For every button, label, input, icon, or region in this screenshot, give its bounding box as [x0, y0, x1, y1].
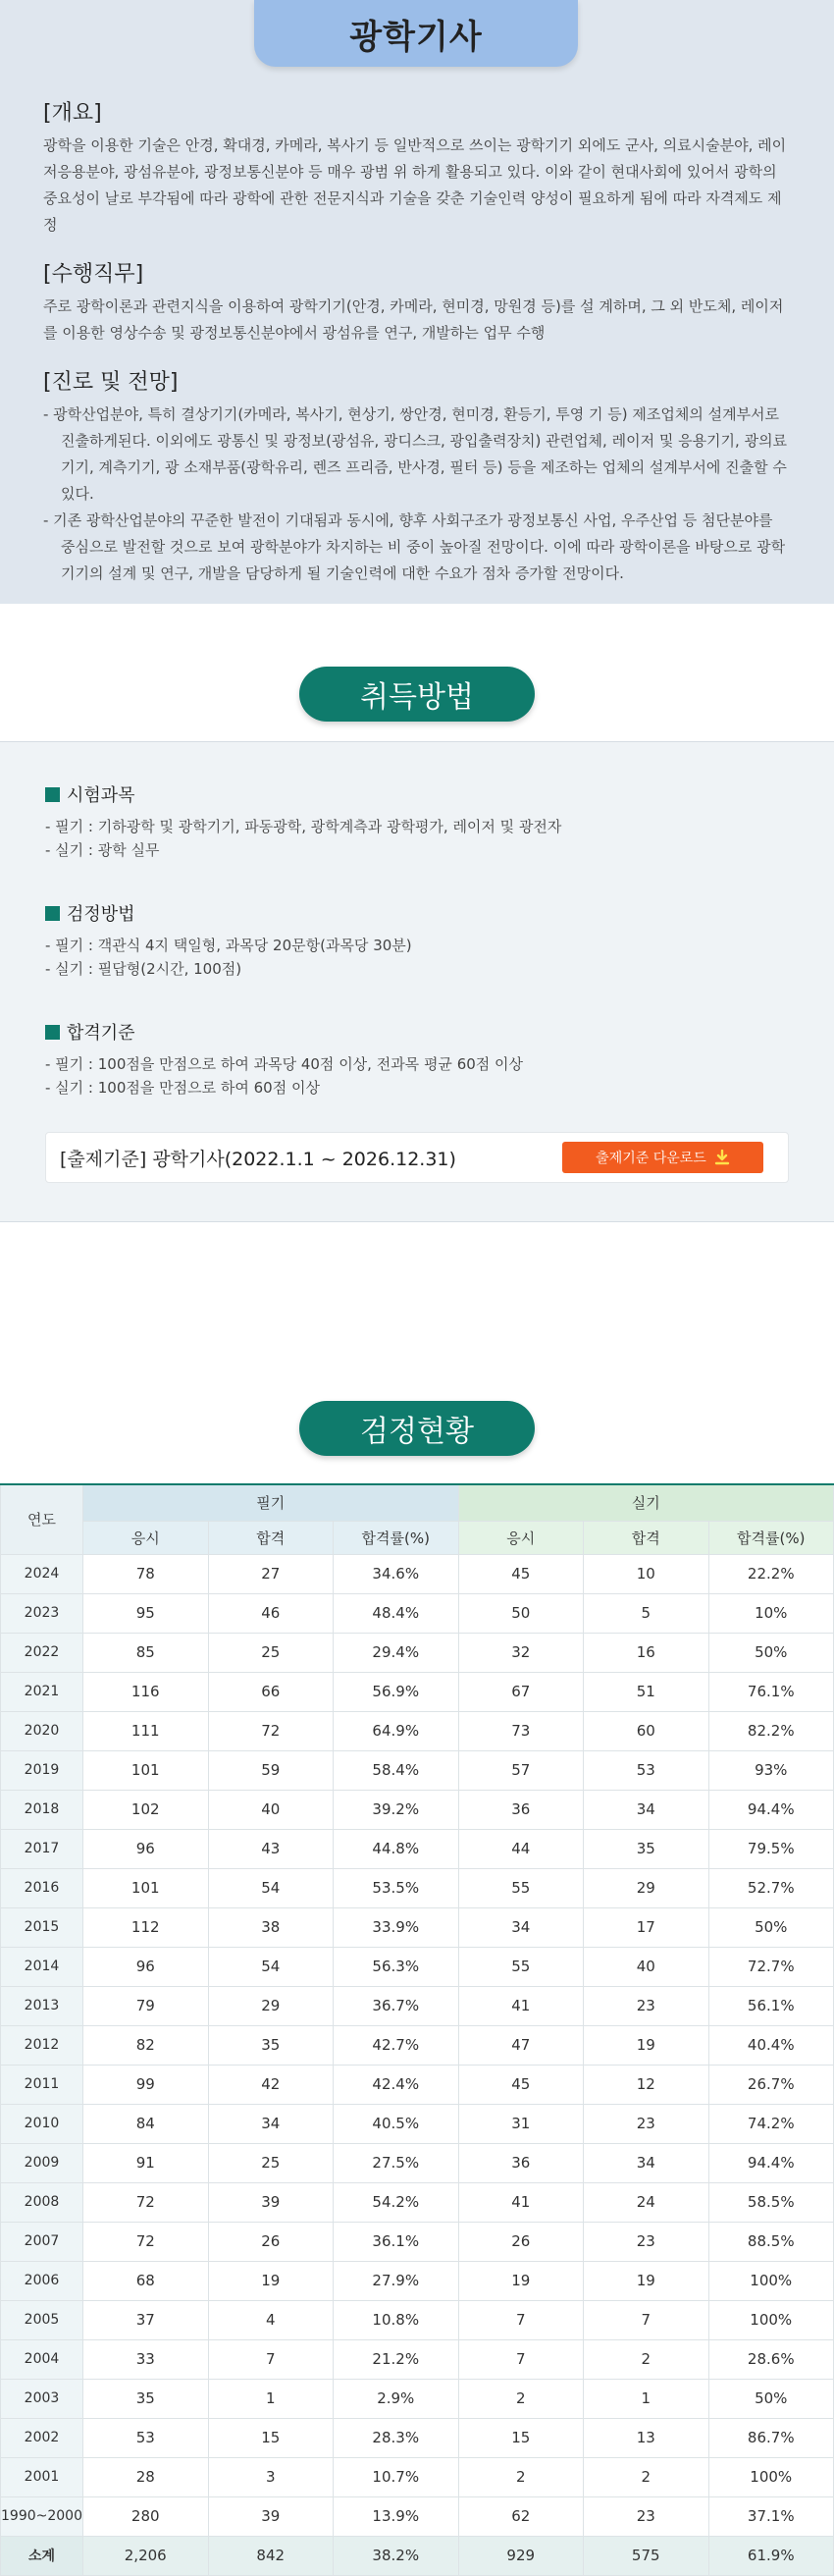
cell-written-applicants: 111: [83, 1711, 209, 1750]
cell-practical-rate: 88.5%: [708, 2222, 834, 2261]
cell-written-rate: 2.9%: [334, 2379, 459, 2418]
cell-practical-applicants: 7: [458, 2339, 584, 2379]
cell-practical-applicants: 26: [458, 2222, 584, 2261]
cell-practical-applicants: 41: [458, 2182, 584, 2222]
cell-written-passed: 42: [208, 2065, 334, 2104]
cell-written-applicants: 82: [83, 2025, 209, 2065]
cell-practical-rate: 100%: [708, 2457, 834, 2496]
cell-written-rate: 48.4%: [334, 1593, 459, 1633]
cell-practical-passed: 51: [584, 1672, 709, 1711]
cell-written-rate: 21.2%: [334, 2339, 459, 2379]
header-written-rate: 합격률(%): [334, 1521, 459, 1554]
cell-written-passed: 4: [208, 2300, 334, 2339]
cell-written-passed: 39: [208, 2182, 334, 2222]
cell-practical-passed: 19: [584, 2261, 709, 2300]
cell-practical-rate: 10%: [708, 1593, 834, 1633]
table-row: [1, 1750, 834, 1790]
page-title: 광학기사: [349, 17, 483, 57]
cell-year: 2015: [1, 1907, 83, 1947]
table-row: [1, 1947, 834, 1986]
cell-written-rate: 42.7%: [334, 2025, 459, 2065]
header-practical: 실기: [458, 1484, 834, 1521]
cell-written-rate: 64.9%: [334, 1711, 459, 1750]
overview-heading: [개요]: [43, 101, 102, 126]
cell-written-applicants: 96: [83, 1829, 209, 1868]
cell-year: 2023: [1, 1593, 83, 1633]
cell-year: 2019: [1, 1750, 83, 1790]
cell-practical-passed: 29: [584, 1868, 709, 1907]
method-practical: - 실기 : 필답형(2시간, 100점): [45, 960, 242, 978]
acquisition-pill: 취득방법: [299, 667, 535, 722]
cell-written-applicants: 37: [83, 2300, 209, 2339]
cell-practical-passed: 7: [584, 2300, 709, 2339]
table-row: [1, 2339, 834, 2379]
cell-written-passed: 35: [208, 2025, 334, 2065]
cell-practical-passed: 2: [584, 2457, 709, 2496]
cell-practical-rate: 40.4%: [708, 2025, 834, 2065]
cell-written-rate: 40.5%: [334, 2104, 459, 2143]
subjects-written: - 필기 : 기하광학 및 광학기기, 파동광학, 광학계측과 광학평가, 레이저 및 광전자: [45, 818, 562, 835]
cell-written-passed: 54: [208, 1947, 334, 1986]
square-bullet-icon: [45, 787, 60, 802]
cell-written-applicants: 96: [83, 1947, 209, 1986]
cell-written-applicants: 91: [83, 2143, 209, 2182]
cell-practical-rate: 86.7%: [708, 2418, 834, 2457]
cell-written-rate: 38.2%: [334, 2536, 459, 2575]
cell-year: 2008: [1, 2182, 83, 2222]
stats-pill: 검정현황: [299, 1401, 535, 1456]
table-row: [1, 1554, 834, 1593]
table-row: [1, 2379, 834, 2418]
cell-practical-applicants: 55: [458, 1947, 584, 1986]
cell-practical-rate: 94.4%: [708, 2143, 834, 2182]
cell-practical-passed: 23: [584, 2496, 709, 2536]
prospects-item: - 기존 광학산업분야의 꾸준한 발전이 기대됨과 동시에, 향후 사회구조가 광정보통신 사업, 우주산업 등 첨단분야를 중심으로 발전할 것으로 보여 광학분야가 차지하는 비 중이 높아질 전망이다. 이에 따라 광학이론을 바탕으로 광학기기의 설계 및 연구, 개발을 담당하게 될 기술인력에 대한 수요가 점차 증가할 전망이다.: [43, 511, 786, 582]
cell-written-passed: 59: [208, 1750, 334, 1790]
cell-written-rate: 27.9%: [334, 2261, 459, 2300]
cell-written-rate: 28.3%: [334, 2418, 459, 2457]
header-practical-applicants: 응시: [458, 1521, 584, 1554]
cell-written-rate: 56.9%: [334, 1672, 459, 1711]
cell-practical-rate: 79.5%: [708, 1829, 834, 1868]
cell-written-rate: 33.9%: [334, 1907, 459, 1947]
cell-practical-applicants: 2: [458, 2457, 584, 2496]
cell-written-applicants: 33: [83, 2339, 209, 2379]
table-row: [1, 2261, 834, 2300]
cell-practical-passed: 40: [584, 1947, 709, 1986]
cell-written-rate: 42.4%: [334, 2065, 459, 2104]
cell-practical-rate: 37.1%: [708, 2496, 834, 2536]
cell-practical-applicants: 31: [458, 2104, 584, 2143]
cell-written-applicants: 112: [83, 1907, 209, 1947]
cell-practical-passed: 10: [584, 1554, 709, 1593]
cell-year: 2014: [1, 1947, 83, 1986]
criteria-box: [45, 1132, 789, 1183]
overview-block: [43, 96, 791, 239]
cell-practical-rate: 100%: [708, 2300, 834, 2339]
cell-practical-passed: 23: [584, 2222, 709, 2261]
cell-year: 2002: [1, 2418, 83, 2457]
cell-practical-rate: 58.5%: [708, 2182, 834, 2222]
cell-practical-rate: 94.4%: [708, 1790, 834, 1829]
table-row: [1, 2496, 834, 2536]
cell-practical-applicants: 7: [458, 2300, 584, 2339]
cell-practical-applicants: 47: [458, 2025, 584, 2065]
cell-practical-applicants: 34: [458, 1907, 584, 1947]
cell-practical-applicants: 36: [458, 1790, 584, 1829]
cell-written-applicants: 72: [83, 2222, 209, 2261]
cell-written-rate: 10.7%: [334, 2457, 459, 2496]
cell-written-applicants: 101: [83, 1868, 209, 1907]
cell-total-label: 소계: [1, 2536, 83, 2575]
cell-practical-rate: 50%: [708, 1907, 834, 1947]
table-row: [1, 1633, 834, 1672]
cell-practical-applicants: 44: [458, 1829, 584, 1868]
subjects-heading: 시험과목: [67, 785, 135, 806]
cell-practical-passed: 2: [584, 2339, 709, 2379]
cell-practical-rate: 93%: [708, 1750, 834, 1790]
cell-written-rate: 27.5%: [334, 2143, 459, 2182]
cell-written-applicants: 78: [83, 1554, 209, 1593]
cell-written-passed: 3: [208, 2457, 334, 2496]
pass-written: - 필기 : 100점을 만점으로 하여 과목당 40점 이상, 전과목 평균 60점 이상: [45, 1055, 524, 1073]
header-written-applicants: 응시: [83, 1521, 209, 1554]
cell-written-applicants: 53: [83, 2418, 209, 2457]
cell-written-passed: 842: [208, 2536, 334, 2575]
cell-practical-applicants: 2: [458, 2379, 584, 2418]
cell-written-applicants: 280: [83, 2496, 209, 2536]
acquisition-panel: [0, 741, 834, 1222]
cell-year: 2013: [1, 1986, 83, 2025]
cell-practical-applicants: 45: [458, 2065, 584, 2104]
cell-practical-applicants: 67: [458, 1672, 584, 1711]
duties-block: [43, 257, 791, 347]
method-block: [45, 900, 789, 981]
table-row: [1, 1672, 834, 1711]
header-practical-rate: 합격률(%): [708, 1521, 834, 1554]
cell-written-applicants: 84: [83, 2104, 209, 2143]
cell-practical-applicants: 62: [458, 2496, 584, 2536]
table-row: [1, 1868, 834, 1907]
cell-practical-rate: 72.7%: [708, 1947, 834, 1986]
cell-practical-rate: 61.9%: [708, 2536, 834, 2575]
table-row: [1, 2143, 834, 2182]
cell-year: 2012: [1, 2025, 83, 2065]
duties-text: 주로 광학이론과 관련지식을 이용하여 광학기기(안경, 카메라, 현미경, 망원경 등)를 설 계하며, 그 외 반도체, 레이저를 이용한 영상수송 및 광정보통신분야에서 광섬유를 연구, 개발하는 업무 수행: [43, 297, 784, 342]
table-row: [1, 2025, 834, 2065]
cell-written-rate: 36.7%: [334, 1986, 459, 2025]
intro-section: [0, 0, 834, 604]
cell-written-passed: 26: [208, 2222, 334, 2261]
cell-practical-passed: 19: [584, 2025, 709, 2065]
stats-body: [1, 1554, 834, 2575]
cell-practical-rate: 22.2%: [708, 1554, 834, 1593]
cell-year: 2004: [1, 2339, 83, 2379]
cell-written-applicants: 68: [83, 2261, 209, 2300]
subjects-block: [45, 781, 789, 862]
cell-practical-applicants: 45: [458, 1554, 584, 1593]
cell-practical-passed: 34: [584, 1790, 709, 1829]
header-year: 연도: [1, 1484, 83, 1554]
cell-practical-passed: 23: [584, 2104, 709, 2143]
pass-block: [45, 1019, 789, 1100]
cell-practical-rate: 52.7%: [708, 1868, 834, 1907]
pass-practical: - 실기 : 100점을 만점으로 하여 60점 이상: [45, 1079, 320, 1097]
download-label: 출제기준 다운로드: [596, 1151, 706, 1166]
cell-practical-applicants: 57: [458, 1750, 584, 1790]
cell-year: 2010: [1, 2104, 83, 2143]
cell-practical-passed: 575: [584, 2536, 709, 2575]
table-row: [1, 2457, 834, 2496]
cell-practical-rate: 56.1%: [708, 1986, 834, 2025]
pass-heading: 합격기준: [67, 1023, 135, 1044]
cell-written-passed: 1: [208, 2379, 334, 2418]
cell-practical-rate: 26.7%: [708, 2065, 834, 2104]
cell-year: 2006: [1, 2261, 83, 2300]
cell-practical-passed: 34: [584, 2143, 709, 2182]
cell-written-passed: 46: [208, 1593, 334, 1633]
cell-year: 2011: [1, 2065, 83, 2104]
cell-practical-passed: 24: [584, 2182, 709, 2222]
prospects-heading: [진로 및 전망]: [43, 370, 179, 395]
subjects-practical: - 실기 : 광학 실무: [45, 841, 160, 859]
table-row: [1, 2222, 834, 2261]
cell-practical-rate: 50%: [708, 1633, 834, 1672]
cell-written-rate: 44.8%: [334, 1829, 459, 1868]
cell-practical-rate: 76.1%: [708, 1672, 834, 1711]
cell-practical-applicants: 929: [458, 2536, 584, 2575]
cell-practical-passed: 35: [584, 1829, 709, 1868]
title-tab: [254, 0, 578, 67]
cell-practical-rate: 74.2%: [708, 2104, 834, 2143]
table-row: [1, 2104, 834, 2143]
cell-written-applicants: 35: [83, 2379, 209, 2418]
cell-written-passed: 54: [208, 1868, 334, 1907]
method-written: - 필기 : 객관식 4지 택일형, 과목당 20문항(과목당 30분): [45, 937, 412, 954]
table-row: [1, 1986, 834, 2025]
cell-year: 1990~2000: [1, 2496, 83, 2536]
cell-written-passed: 34: [208, 2104, 334, 2143]
cell-year: 2001: [1, 2457, 83, 2496]
cell-practical-passed: 60: [584, 1711, 709, 1750]
cell-written-passed: 29: [208, 1986, 334, 2025]
cell-written-passed: 7: [208, 2339, 334, 2379]
cell-year: 2016: [1, 1868, 83, 1907]
cell-year: 2020: [1, 1711, 83, 1750]
cell-written-rate: 58.4%: [334, 1750, 459, 1790]
cell-written-rate: 13.9%: [334, 2496, 459, 2536]
table-row: [1, 1711, 834, 1750]
cell-practical-passed: 16: [584, 1633, 709, 1672]
cell-written-rate: 39.2%: [334, 1790, 459, 1829]
cell-year: 2018: [1, 1790, 83, 1829]
prospects-list: [43, 402, 791, 587]
cell-year: 2022: [1, 1633, 83, 1672]
cell-written-passed: 19: [208, 2261, 334, 2300]
cell-written-rate: 54.2%: [334, 2182, 459, 2222]
cell-written-passed: 40: [208, 1790, 334, 1829]
cell-year: 2024: [1, 1554, 83, 1593]
cell-year: 2021: [1, 1672, 83, 1711]
table-row: [1, 1829, 834, 1868]
cell-written-passed: 39: [208, 2496, 334, 2536]
cell-practical-passed: 17: [584, 1907, 709, 1947]
cell-written-applicants: 102: [83, 1790, 209, 1829]
cell-written-applicants: 99: [83, 2065, 209, 2104]
cell-written-applicants: 116: [83, 1672, 209, 1711]
cell-written-applicants: 101: [83, 1750, 209, 1790]
cell-practical-applicants: 32: [458, 1633, 584, 1672]
cell-written-applicants: 2,206: [83, 2536, 209, 2575]
cell-written-rate: 36.1%: [334, 2222, 459, 2261]
cell-practical-rate: 100%: [708, 2261, 834, 2300]
cell-written-passed: 66: [208, 1672, 334, 1711]
criteria-text: [출제기준] 광학기사(2022.1.1 ~ 2026.12.31): [60, 1148, 456, 1170]
prospects-block: [43, 365, 791, 587]
cell-practical-rate: 50%: [708, 2379, 834, 2418]
cell-practical-applicants: 55: [458, 1868, 584, 1907]
table-row: [1, 2418, 834, 2457]
cell-practical-passed: 53: [584, 1750, 709, 1790]
cell-written-rate: 34.6%: [334, 1554, 459, 1593]
square-bullet-icon: [45, 1025, 60, 1040]
cell-practical-applicants: 36: [458, 2143, 584, 2182]
cell-written-rate: 10.8%: [334, 2300, 459, 2339]
table-row: [1, 1593, 834, 1633]
cell-written-passed: 15: [208, 2418, 334, 2457]
cell-written-rate: 56.3%: [334, 1947, 459, 1986]
prospects-item: - 광학산업분야, 특히 결상기기(카메라, 복사기, 현상기, 쌍안경, 현미경, 환등기, 투영 기 등) 제조업체의 설계부서로 진출하게된다. 이외에도 광통신 및 광정보(광섬유, 광디스크, 광입출력장치) 관련업체, 레이저 및 응용기기, 광의료기기, 계측기기, 광 소재부품(광학유리, 렌즈 프리즘, 반사경, 필터 등) 등을 제조하는 업체의 설계부서에 진출할 수 있다.: [43, 405, 788, 503]
cell-practical-rate: 82.2%: [708, 1711, 834, 1750]
cell-practical-passed: 12: [584, 2065, 709, 2104]
cell-practical-applicants: 41: [458, 1986, 584, 2025]
acquisition-section: [0, 604, 834, 1352]
cell-practical-passed: 1: [584, 2379, 709, 2418]
cell-written-applicants: 72: [83, 2182, 209, 2222]
cell-written-applicants: 79: [83, 1986, 209, 2025]
table-row: [1, 2300, 834, 2339]
cell-written-passed: 25: [208, 1633, 334, 1672]
cell-written-passed: 72: [208, 1711, 334, 1750]
cell-written-rate: 29.4%: [334, 1633, 459, 1672]
cell-written-passed: 38: [208, 1907, 334, 1947]
header-practical-passed: 합격: [584, 1521, 709, 1554]
cell-year: 2005: [1, 2300, 83, 2339]
cell-practical-rate: 28.6%: [708, 2339, 834, 2379]
cell-practical-applicants: 73: [458, 1711, 584, 1750]
cell-practical-passed: 13: [584, 2418, 709, 2457]
header-written-passed: 합격: [208, 1521, 334, 1554]
table-row: [1, 2182, 834, 2222]
overview-text: 광학을 이용한 기술은 안경, 확대경, 카메라, 복사기 등 일반적으로 쓰이는 광학기기 외에도 군사, 의료시술분야, 레이저응용분야, 광섬유분야, 광정보통신분야 등 매우 광범 위 하게 활용되고 있다. 이와 같이 현대사회에 있어서 광학의 중요성이 날로 부각됨에 따라 광학에 관한 전문지식과 기술을 갖춘 기술인력 양성이 필요하게 됨에 따라 자격제도 제정: [43, 136, 787, 234]
cell-practical-applicants: 50: [458, 1593, 584, 1633]
table-total-row: [1, 2536, 834, 2575]
cell-written-passed: 25: [208, 2143, 334, 2182]
stats-table: [0, 1483, 834, 2576]
table-row: [1, 2065, 834, 2104]
cell-written-applicants: 28: [83, 2457, 209, 2496]
cell-year: 2017: [1, 1829, 83, 1868]
table-row: [1, 1790, 834, 1829]
cell-written-applicants: 85: [83, 1633, 209, 1672]
cell-year: 2003: [1, 2379, 83, 2418]
cell-practical-applicants: 15: [458, 2418, 584, 2457]
square-bullet-icon: [45, 906, 60, 921]
download-arrow-icon: [714, 1150, 730, 1165]
duties-heading: [수행직무]: [43, 262, 144, 287]
cell-written-passed: 27: [208, 1554, 334, 1593]
download-criteria-button[interactable]: [562, 1142, 763, 1173]
method-heading: 검정방법: [67, 904, 135, 925]
cell-practical-applicants: 19: [458, 2261, 584, 2300]
cell-practical-passed: 5: [584, 1593, 709, 1633]
stats-section: [0, 1352, 834, 2576]
cell-written-rate: 53.5%: [334, 1868, 459, 1907]
cell-practical-passed: 23: [584, 1986, 709, 2025]
cell-written-applicants: 95: [83, 1593, 209, 1633]
table-row: [1, 1907, 834, 1947]
cell-year: 2007: [1, 2222, 83, 2261]
cell-year: 2009: [1, 2143, 83, 2182]
cell-written-passed: 43: [208, 1829, 334, 1868]
header-written: 필기: [83, 1484, 459, 1521]
